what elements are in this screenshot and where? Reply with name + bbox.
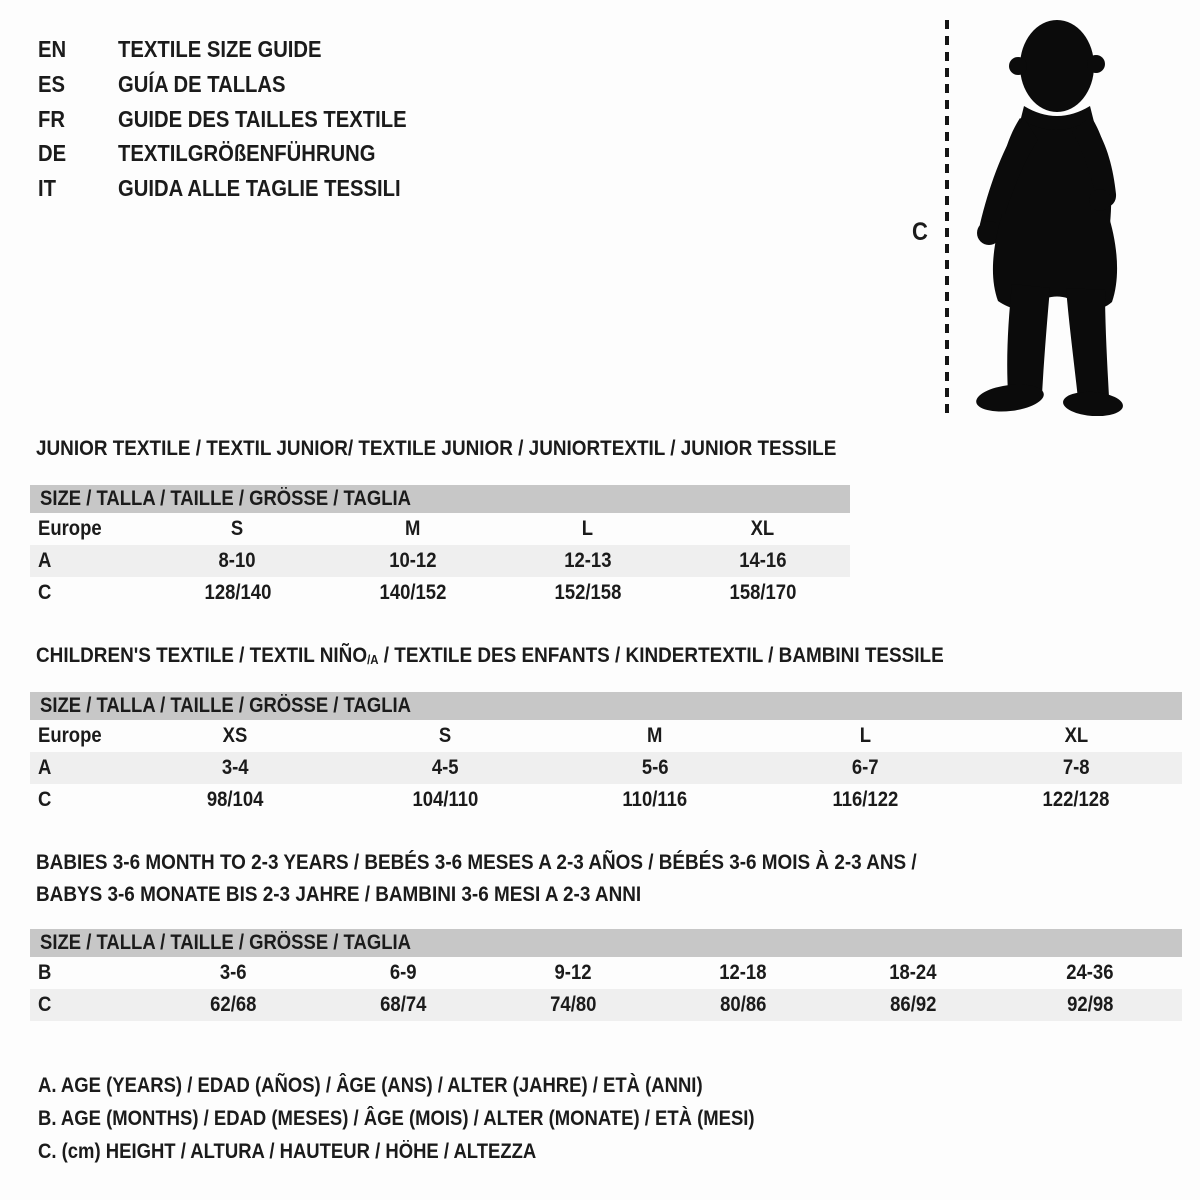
junior-row-a	[30, 545, 850, 577]
table-cell: 12-13	[563, 549, 612, 572]
table-cell: 9-12	[554, 961, 592, 984]
junior-col-s: S	[231, 517, 244, 540]
children-row-a-label: A	[38, 756, 52, 779]
junior-size-table	[30, 485, 850, 609]
lang-code-de: DE	[38, 140, 67, 167]
table-cell: 92/98	[1066, 993, 1114, 1016]
lang-row-de	[38, 136, 446, 171]
table-cell: 62/68	[209, 993, 257, 1016]
lang-code-fr: FR	[38, 105, 65, 132]
babies-section-title: BABIES 3-6 MONTH TO 2-3 YEARS / BEBÉS 3-6 MESES A 2-3 AÑOS / BÉBÉS 3-6 MOIS À 2-3 ANS / BABYS 3-6 MONATE BIS 2-3 JAHRE / BAMBINI 3-6 MESI A 2-3 ANNI	[36, 850, 917, 906]
lang-label-es: GUÍA DE TALLAS	[118, 70, 286, 97]
lang-code-es: ES	[38, 70, 66, 97]
children-col-m: M	[647, 724, 663, 747]
children-region-label: Europe	[38, 724, 102, 747]
children-row-c	[30, 784, 1182, 816]
table-cell: 152/158	[554, 581, 621, 604]
table-cell: 140/152	[379, 581, 446, 604]
lang-label-fr: GUIDE DES TAILLES TEXTILE	[118, 105, 407, 132]
table-cell: 6-7	[851, 756, 879, 779]
junior-region-row	[30, 513, 850, 545]
babies-size-table	[30, 929, 1182, 1021]
children-row-c-label: C	[38, 788, 52, 811]
table-cell: 122/128	[1042, 788, 1110, 811]
language-title-list	[38, 32, 446, 206]
table-cell: 158/170	[729, 581, 796, 604]
table-cell: 5-6	[641, 756, 669, 779]
junior-region-label: Europe	[38, 517, 102, 540]
table-cell: 18-24	[889, 961, 937, 984]
baby-head	[1020, 20, 1094, 112]
junior-col-xl: XL	[750, 517, 775, 540]
table-cell: 80/86	[719, 993, 767, 1016]
table-cell: 74/80	[549, 993, 597, 1016]
babies-row-b-label: B	[38, 961, 52, 984]
lang-code-en: EN	[38, 36, 67, 62]
junior-size-header-bar: SIZE / TALLA / TAILLE / GRÖSSE / TAGLIA	[30, 485, 850, 513]
table-cell: 104/110	[412, 788, 478, 811]
table-cell: 8-10	[219, 549, 256, 572]
junior-col-l: L	[581, 517, 594, 540]
legend-line-a: A. AGE (YEARS) / EDAD (AÑOS) / ÂGE (ANS) / ALTER (JAHRE) / ETÀ (ANNI)	[38, 1074, 703, 1097]
lang-row-it	[38, 171, 446, 206]
table-cell: 3-6	[219, 961, 247, 984]
junior-section-title: JUNIOR TEXTILE / TEXTIL JUNIOR/ TEXTILE JUNIOR / JUNIORTEXTIL / JUNIOR TESSILE	[36, 436, 837, 460]
table-cell: 116/122	[832, 788, 898, 811]
lang-label-it: GUIDA ALLE TAGLIE TESSILI	[118, 175, 401, 202]
children-size-table	[30, 692, 1182, 816]
table-cell: 7-8	[1062, 756, 1090, 779]
junior-row-c	[30, 577, 850, 609]
children-section-title: CHILDREN'S TEXTILE / TEXTIL NIÑO/A / TEXTILE DES ENFANTS / KINDERTEXTIL / BAMBINI TESSILE	[36, 643, 944, 667]
children-col-s: S	[438, 724, 452, 747]
lang-label-en: TEXTILE SIZE GUIDE	[118, 36, 322, 62]
lang-label-de: TEXTILGRÖßENFÜHRUNG	[118, 140, 376, 167]
table-cell: 14-16	[738, 549, 787, 572]
children-region-row	[30, 720, 1182, 752]
table-cell: 128/140	[204, 581, 271, 604]
baby-silhouette	[972, 14, 1134, 416]
table-cell: 110/116	[622, 788, 688, 811]
junior-row-c-label: C	[38, 581, 52, 604]
measurement-legend	[38, 1069, 852, 1168]
table-cell: 10-12	[388, 549, 437, 572]
children-size-header-bar: SIZE / TALLA / TAILLE / GRÖSSE / TAGLIA	[30, 692, 1182, 720]
junior-col-m: M	[404, 517, 421, 540]
legend-line-b: B. AGE (MONTHS) / EDAD (MESES) / ÂGE (MOIS) / ALTER (MONATE) / ETÀ (MESI)	[38, 1107, 755, 1130]
table-cell: 68/74	[379, 993, 427, 1016]
table-cell: 24-36	[1066, 961, 1114, 984]
babies-row-c-label: C	[38, 993, 52, 1016]
lang-row-es	[38, 67, 446, 102]
lang-row-en	[38, 32, 446, 67]
height-dashed-line	[942, 16, 952, 418]
babies-size-header-bar: SIZE / TALLA / TAILLE / GRÖSSE / TAGLIA	[30, 929, 1182, 957]
height-measure-label: C	[912, 218, 928, 246]
junior-row-a-label: A	[38, 549, 52, 572]
table-cell: 3-4	[221, 756, 249, 779]
children-col-xl: XL	[1064, 724, 1088, 747]
table-cell: 86/92	[889, 993, 937, 1016]
legend-line-c: C. (cm) HEIGHT / ALTURA / HAUTEUR / HÖHE / ALTEZZA	[38, 1140, 537, 1163]
lang-code-it: IT	[38, 175, 56, 202]
children-row-a	[30, 752, 1182, 784]
children-title-subscript: /A	[367, 652, 379, 667]
table-cell: 4-5	[431, 756, 459, 779]
children-col-l: L	[859, 724, 871, 747]
lang-row-fr	[38, 102, 446, 137]
children-col-xs: XS	[222, 724, 248, 747]
babies-row-c	[30, 989, 1182, 1021]
table-cell: 98/104	[206, 788, 264, 811]
table-cell: 6-9	[389, 961, 417, 984]
table-cell: 12-18	[719, 961, 767, 984]
babies-row-b	[30, 957, 1182, 989]
